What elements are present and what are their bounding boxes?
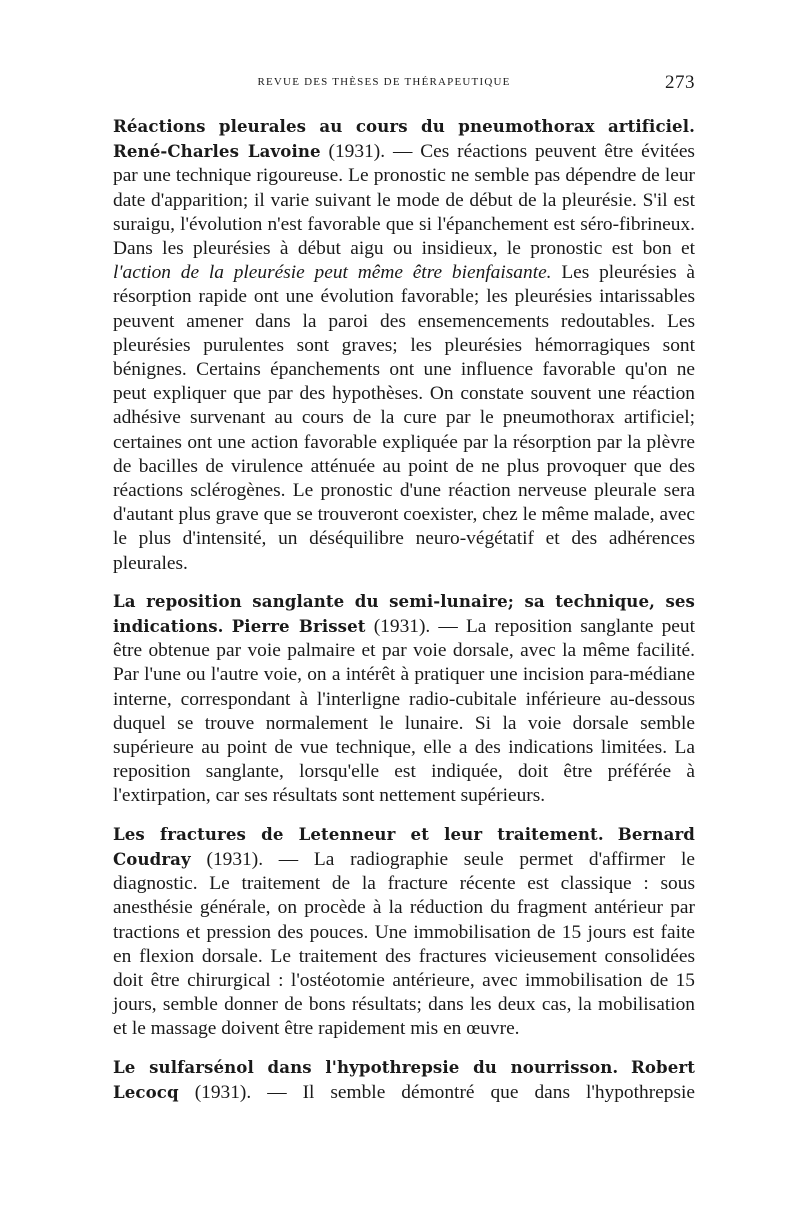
article-author: Pierre Brisset: [231, 616, 366, 637]
journal-page: [113, 72, 695, 1105]
article-body: — La radiographie seule permet d'affirmer le diagnostic. Le traitement de la fracture récente est classique : sous anesthésie générale, on procède à la réduction du fragment antérieur par tractions et pression des pouces. Une immobilisation de 15 jours est faite en flexion dorsale. Le traitement des fractures vicieusement consolidées doit être chirurgical : l'ostéotomie antérieure, avec immobilisation de 15 jours, semble donner de bons résultats; dans les deux cas, la mobilisation et le massage doivent être rapidement mis en œuvre.: [113, 848, 695, 1040]
article-body: — Ces réactions peuvent être évitées par une technique rigoureuse. Le pronostic ne semble pas dépendre de leur date d'apparition; il varie suivant le mode de début de la pleurésie. S'il est suraigu, l'évolution n'est favorable que si l'épanchement est séro-fibrineux. Dans les pleurésies à début aigu ou insidieux, le pronostic est bon et: [113, 141, 695, 260]
article-year: (1931).: [206, 848, 264, 870]
article-semilunar-reposition: [113, 589, 695, 809]
article-italic-emphasis: l'action de la pleurésie peut même être bienfaisante.: [113, 262, 552, 284]
running-title: REVUE DES THÈSES DE THÉRAPEUTIQUE: [257, 76, 511, 88]
article-title: Le sulfarsénol dans l'hypothrepsie du nourrisson.: [113, 1056, 619, 1077]
article-author: René-Charles Lavoine: [113, 141, 321, 162]
page-number: 273: [665, 72, 695, 93]
article-letenneur-fractures: [113, 822, 695, 1042]
article-body: — La reposition sanglante peut être obtenue par voie palmaire et par voie dorsale, avec la même facilité. Par l'une ou l'autre voie, on a intérêt à pratiquer une incision para-médiane interne, correspondant à l'interligne radio-cubitale inférieure au-dessous duquel se trouve normalement le lunaire. Si la voie dorsale semble supérieure au point de vue technique, elle a des indications limitées. La reposition sanglante, lorsqu'elle est indiquée, doit être préférée à l'extirpation, car ses résultats sont nettement supérieurs.: [113, 616, 695, 807]
article-pleural-reactions: [113, 114, 695, 576]
article-title: Les fractures de Letenneur et leur traitement.: [113, 823, 604, 844]
article-year: (1931).: [328, 141, 386, 163]
article-body-continued: Les pleurésies à résorption rapide ont une évolution favorable; les pleurésies intarissables peuvent amener dans la paroi des ensemencements redoutables. Les pleurésies purulentes sont graves; les pleurésies hémorragiques sont bénignes. Certains épanchements ont une influence favorable qu'on ne peut expliquer que par des hypothèses. On constate souvent une réaction adhésive survenant au cours de la cure par le pneumothorax artificiel; certaines ont une action favorable expliquée par la résorption par la plèvre de bacilles de virulence atténuée au point de ne plus provoquer que des réactions sclérogènes. Le pronostic d'une réaction nerveuse pleurale sera d'autant plus grave que se trouveront coexister, chez le même malade, avec le plus d'intensité, un déséquilibre neuro-végétatif et des adhérences pleurales.: [113, 262, 696, 574]
article-title: La reposition sanglante du semi-lunaire; sa technique, ses indications.: [113, 590, 695, 637]
article-author: Robert Lecocq: [113, 1056, 695, 1102]
article-year: (1931).: [194, 1081, 252, 1103]
article-year: (1931).: [373, 616, 431, 638]
article-sulfarsenol: [113, 1055, 695, 1105]
running-header: [113, 72, 695, 98]
article-body: — Il semble démontré que dans l'hypothrepsie: [251, 1081, 695, 1103]
article-author: Bernard Coudray: [113, 823, 695, 869]
article-title: Réactions pleurales au cours du pneumothorax artificiel.: [113, 116, 695, 136]
